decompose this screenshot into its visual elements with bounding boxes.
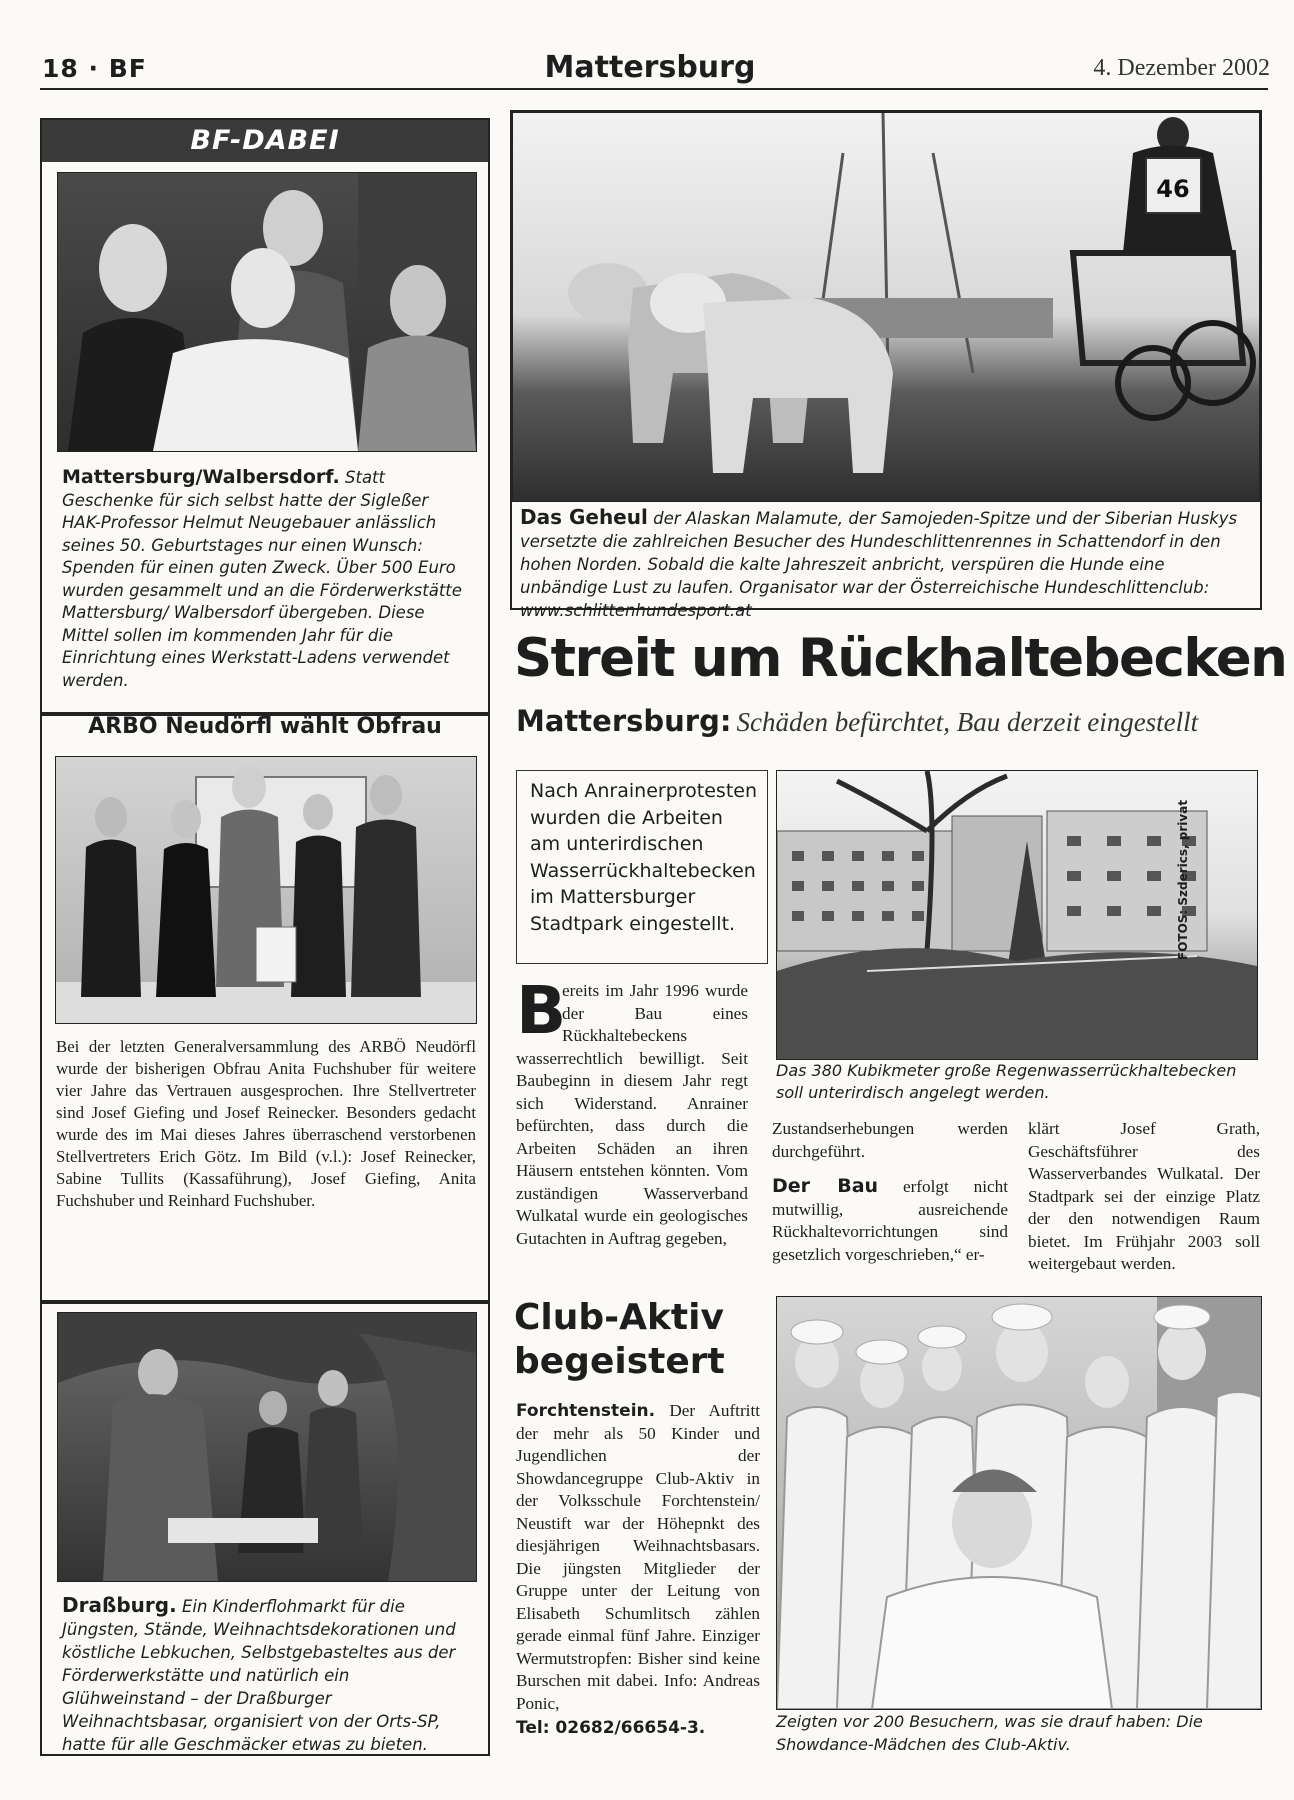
club-headline-line1: Club-Aktiv (514, 1297, 724, 1338)
main-sub-lead: Mattersburg: (516, 704, 732, 738)
main-body-col2 (772, 1118, 1008, 1266)
photo-credit: FOTOS: Szderics, privat (1176, 799, 1190, 960)
drassburg-photo (57, 1312, 477, 1582)
drassburg-caption-lead: Draßburg. (62, 1593, 177, 1617)
intro-text: Nach Anrainerprotesten wurden die Arbeiten am unterirdischen Wasserrückhaltebecken im Mattersburger Stadtpark eingestellt. (530, 780, 757, 935)
dabei-banner (42, 120, 488, 162)
club-body-text: Der Auftritt der mehr als 50 Kinder und Jugendlichen der Showdancegruppe Club-Aktiv in der Volksschule Forchtenstein/ Neustift war der Höhepnkt des diesjährigen Weihnachtsbasars. Die jüngsten Mitglieder der Gruppe unter der Leitung von Elisabeth Schumlitsch zählen gerade einmal fünf Jahre. Einziger Wermutstropfen: Bisher sind keine Burschen mit dabei. Info: Andreas Ponic, (516, 1401, 760, 1713)
geheul-caption-lead: Das Geheul (520, 505, 648, 529)
race-bib-number: 46 (1156, 175, 1190, 203)
arbo-body: Bei der letzten Generalversammlung des ARBÖ Neudörfl wurde der bisherigen Obfrau Anita Fuchshuber für weitere vier Jahre das Vertrauen ausgesprochen. Ihre Stellvertreter sind Josef Giefing und Josef Reinecker. Besonders gedacht wurde des im Mai dieses Jahres überraschend verstorbenen Stellvertreters Erich Götz. Im Bild (v.l.): Josef Reinecker, Sabine Tullits (Kassaführung), Josef Giefing, Anita Fuchshuber und Reinhard Fuchshuber. (56, 1037, 476, 1210)
dabei-caption (62, 466, 470, 692)
main-col2-text: Zustandserhebungen werden durchgeführt. (772, 1119, 1008, 1161)
main-body-col3: klärt Josef Grath, Geschäftsführer des Wasserverbandes Wulkatal. Der Stadtpark sei der einzige Platz der den notwendigen Raum bietet. Im Frühjahr 2003 soll weitergebaut werden. (1028, 1119, 1260, 1273)
club-lead: Forchtenstein. (516, 1401, 656, 1421)
geheul-photo (512, 112, 1260, 502)
header-rule (40, 88, 1268, 90)
main-col2-text2: erfolgt nicht mutwillig, ausreichende Rückhaltevorrichtungen sind gesetzlich vorgeschrieben,“ er- (772, 1177, 1008, 1264)
arbo-photo (55, 756, 477, 1024)
dabei-caption-text: Statt Geschenke für sich selbst hatte der Sigleßer HAK-Professor Helmut Neugebauer anlässlich seines 50. Geburtstages nur einen Wunsch: Spenden für einen guten Zweck. Über 500 Euro wurden gesammelt und an die Förderwerkstätte Mattersburg/ Walbersdorf übergeben. Diese Mittel sollen im kommenden Jahr für die Einrichtung eines Werkstatt-Ladens verwendet werden. (62, 468, 462, 690)
dabei-caption-lead: Mattersburg/Walbersdorf. (62, 466, 340, 488)
club-body (516, 1400, 760, 1740)
geheul-caption (520, 506, 1252, 622)
drassburg-caption-text: Ein Kinderflohmarkt für die Jüngsten, Stände, Weihnachtsdekorationen und köstliche Lebkuchen, Selbstgebasteltes aus der Förderwerkstätte und natürlich ein Glühweinstand – der Draßburger Weihnachtsbasar, organisiert von der Orts-SP, hatte für alle Geschmäcker etwas zu bieten. (62, 1597, 456, 1754)
main-body-col1-text: ereits im Jahr 1996 wurde der Bau eines Rückhaltebeckens wasserrechtlich bewilligt. Seit Baubeginn in diesem Jahr regt sich Widerstand. Anrainer befürchten, dass durch die Arbeiten Schäden an ihren Häusern entstehen könnten. Vom zuständigen Wasserverband Wulkatal wurde ein geologisches Gutachten in Auftrag gegeben, (516, 981, 748, 1248)
dabei-banner-label: BF-DABEI (190, 125, 340, 156)
main-sub-text: Schäden befürchtet, Bau derzeit eingestellt (736, 707, 1199, 737)
page-number: 18 · BF (42, 54, 147, 83)
main-subheadline (516, 704, 1276, 738)
main-col2-lead: Der Bau (772, 1175, 879, 1197)
club-photo (776, 1296, 1262, 1710)
club-headline-line2: begeistert (514, 1341, 725, 1382)
main-body-col1 (516, 972, 748, 1250)
geheul-caption-text: der Alaskan Malamute, der Samojeden-Spitze und der Siberian Huskys versetzte die zahlreichen Besucher des Hundeschlittenrennes in Schattendorf in den hohen Norden. Sobald die kalte Jahreszeit anbricht, verspüren die Hunde eine unbändige Lust zu laufen. Organisator war der Österreichische Hundeschlittenclub: www.schlittenhundesport.at (520, 509, 1238, 620)
dabei-photo (57, 172, 477, 452)
dropcap: B (516, 972, 567, 1049)
club-tel: Tel: 02682/66654-3. (516, 1718, 706, 1738)
main-headline: Streit um Rückhaltebecken (514, 628, 1287, 689)
arbo-headline: ARBÖ Neudörfl wählt Obfrau (88, 714, 442, 739)
basin-caption: Das 380 Kubikmeter große Regenwasserrückhaltebecken soll unterirdisch angelegt werden. (776, 1061, 1237, 1102)
club-photo-caption: Zeigten vor 200 Besuchern, was sie drauf haben: Die Showdance-Mädchen des Club-Aktiv. (776, 1712, 1203, 1754)
section-title: Mattersburg (544, 50, 756, 85)
drassburg-caption (62, 1594, 470, 1756)
issue-date: 4. Dezember 2002 (1093, 55, 1270, 81)
club-headline (514, 1296, 764, 1384)
